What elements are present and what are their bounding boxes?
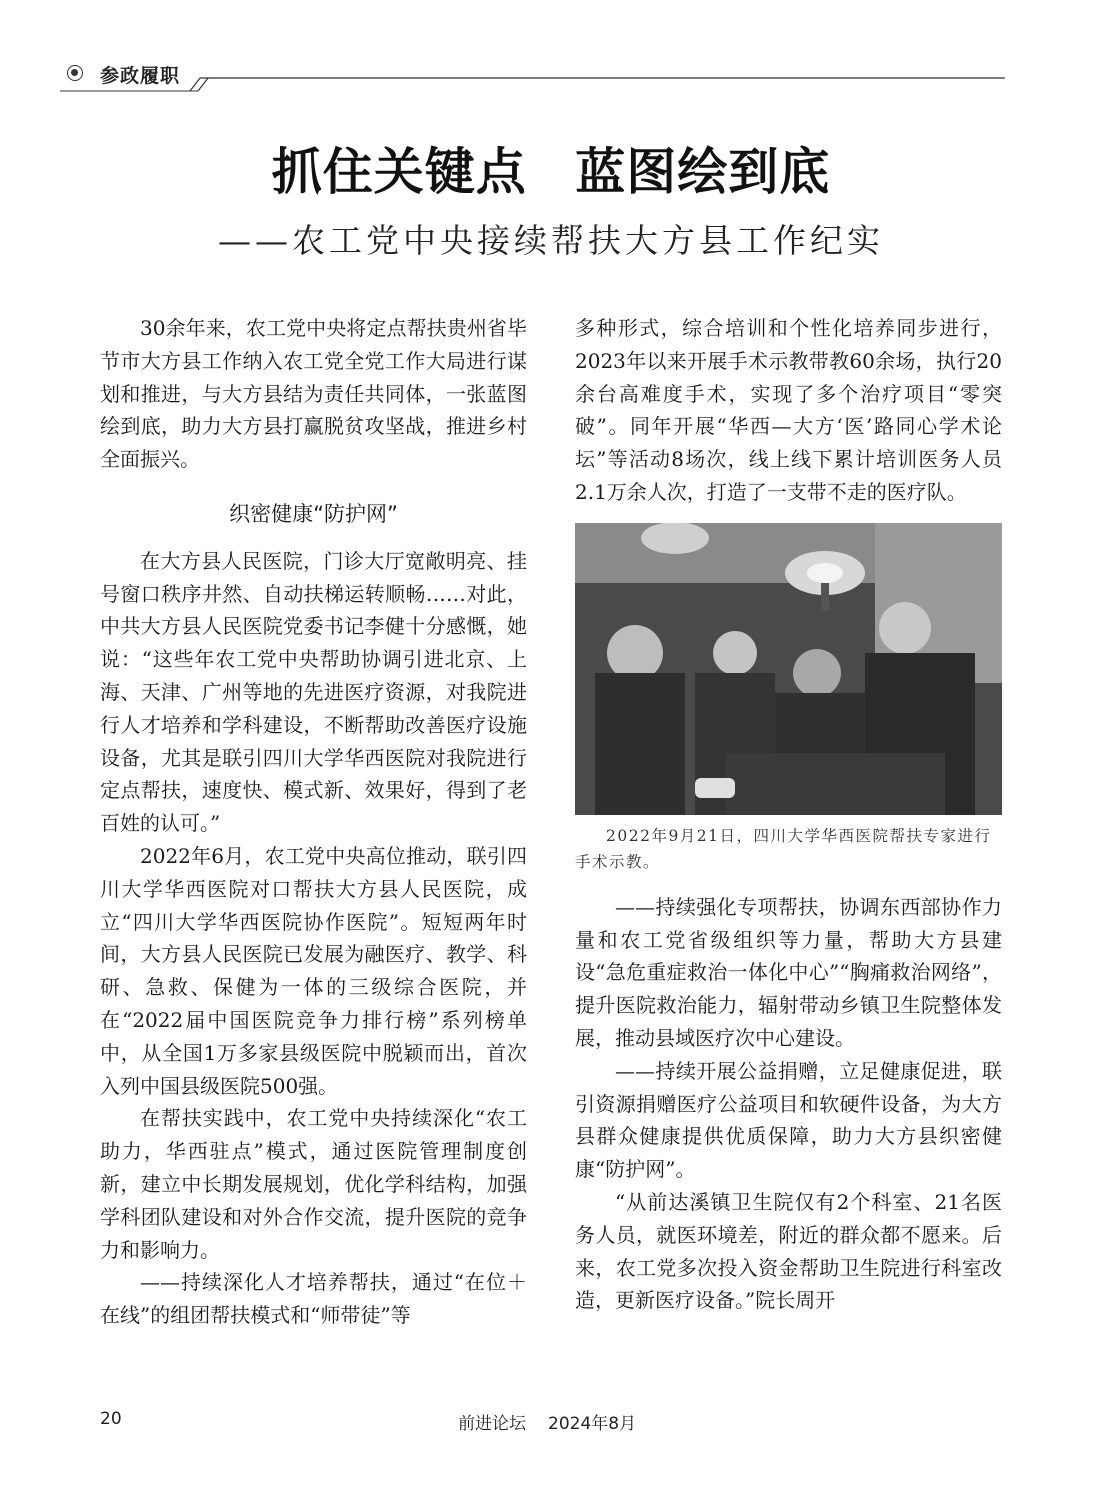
circle-dot-icon (67, 65, 83, 81)
section-label: 参政履职 (100, 65, 181, 87)
issue-date: 2024年8月 (548, 1414, 637, 1434)
page-number: 20 (100, 1409, 122, 1429)
body-paragraph: 多种形式，综合培训和个性化培养同步进行，2023年以来开展手术示教带教60余场，执行20余台高难度手术，实现了多个治疗项目“零突破”。同年开展“华西—大方‘医’路同心学术论坛”等活动8场次，线上线下累计培训医务人员2.1万余人次，打造了一支带不走的医疗队。 (575, 316, 1002, 504)
body-paragraph: 2022年6月，农工党中央高位推动，联引四川大学华西医院对口帮扶大方县人民医院，成立“四川大学华西医院协作医院”。短短两年时间，大方县人民医院已发展为融医疗、教学、科研、急救、保健为一体的三级综合医院，并在“2022届中国医院竞争力排行榜”系列榜单中，从全国1万多家县级医院中脱颖而出，首次入列中国县级医院500强。 (100, 843, 527, 1098)
section-heading: 织密健康“防护网” (229, 501, 398, 526)
body-paragraph: 在大方县人民医院，门诊大厅宽敞明亮、挂号窗口秩序井然、自动扶梯运转顺畅……对此，中共大方县人民医院党委书记李健十分感慨，她说：“这些年农工党中央帮助协调引进北京、上海、天津、广州等地的先进医疗资源，对我院进行人才培养和学科建设，不断帮助改善医疗设施设备，尤其是联引四川大学华西医院对我院进行定点帮扶，速度快、模式新、效果好，得到了老百姓的认可。” (100, 548, 527, 836)
body-paragraph: ——持续开展公益捐赠，立足健康促进，联引资源捐赠医疗公益项目和软硬件设备，为大方县群众健康提供优质保障，助力大方县织密健康“防护网”。 (575, 1058, 1002, 1182)
publication-name: 前进论坛 (458, 1414, 526, 1434)
section-header (60, 58, 1005, 94)
surgery-photo (575, 523, 1002, 815)
body-paragraph: “从前达溪镇卫生院仅有2个科室、21名医务人员，就医环境差，附近的群众都不愿来。后来，农工党多次投入资金帮助卫生院进行科室改造，更新医疗设备。”院长周开 (575, 1189, 1002, 1313)
photo-caption: 2022年9月21日，四川大学华西医院帮扶专家进行手术示教。 (575, 826, 992, 871)
right-column (575, 312, 1002, 1317)
left-column (100, 312, 527, 1332)
surgery-photo-illustration (575, 523, 1002, 815)
body-paragraph: 在帮扶实践中，农工党中央持续深化“农工助力，华西驻点”模式，通过医院管理制度创新，建立中长期发展规划，优化学科结构，加强学科团队建设和对外合作交流，提升医院的竞争力和影响力。 (100, 1106, 527, 1262)
article-title: 抓住关键点 蓝图绘到底 (271, 143, 831, 201)
intro-paragraph: 30余年来，农工党中央将定点帮扶贵州省毕节市大方县工作纳入农工党全党工作大局进行谋划和推进，与大方县结为责任共同体，一张蓝图绘到底，助力大方县打赢脱贫攻坚战，推进乡村全面振兴。 (100, 316, 527, 472)
body-paragraph: ——持续深化人才培养帮扶，通过“在位＋在线”的组团帮扶模式和“师带徒”等 (100, 1270, 527, 1328)
body-paragraph: ——持续强化专项帮扶，协调东西部协作力量和农工党省级组织等力量，帮助大方县建设“急危重症救治一体化中心”“胸痛救治网络”，提升医院救治能力，辐射带动乡镇卫生院整体发展，推动县域医疗次中心建设。 (575, 894, 1002, 1050)
header-rule (60, 58, 1005, 94)
article-subtitle: ——农工党中央接续帮扶大方县工作纪实 (218, 221, 884, 260)
